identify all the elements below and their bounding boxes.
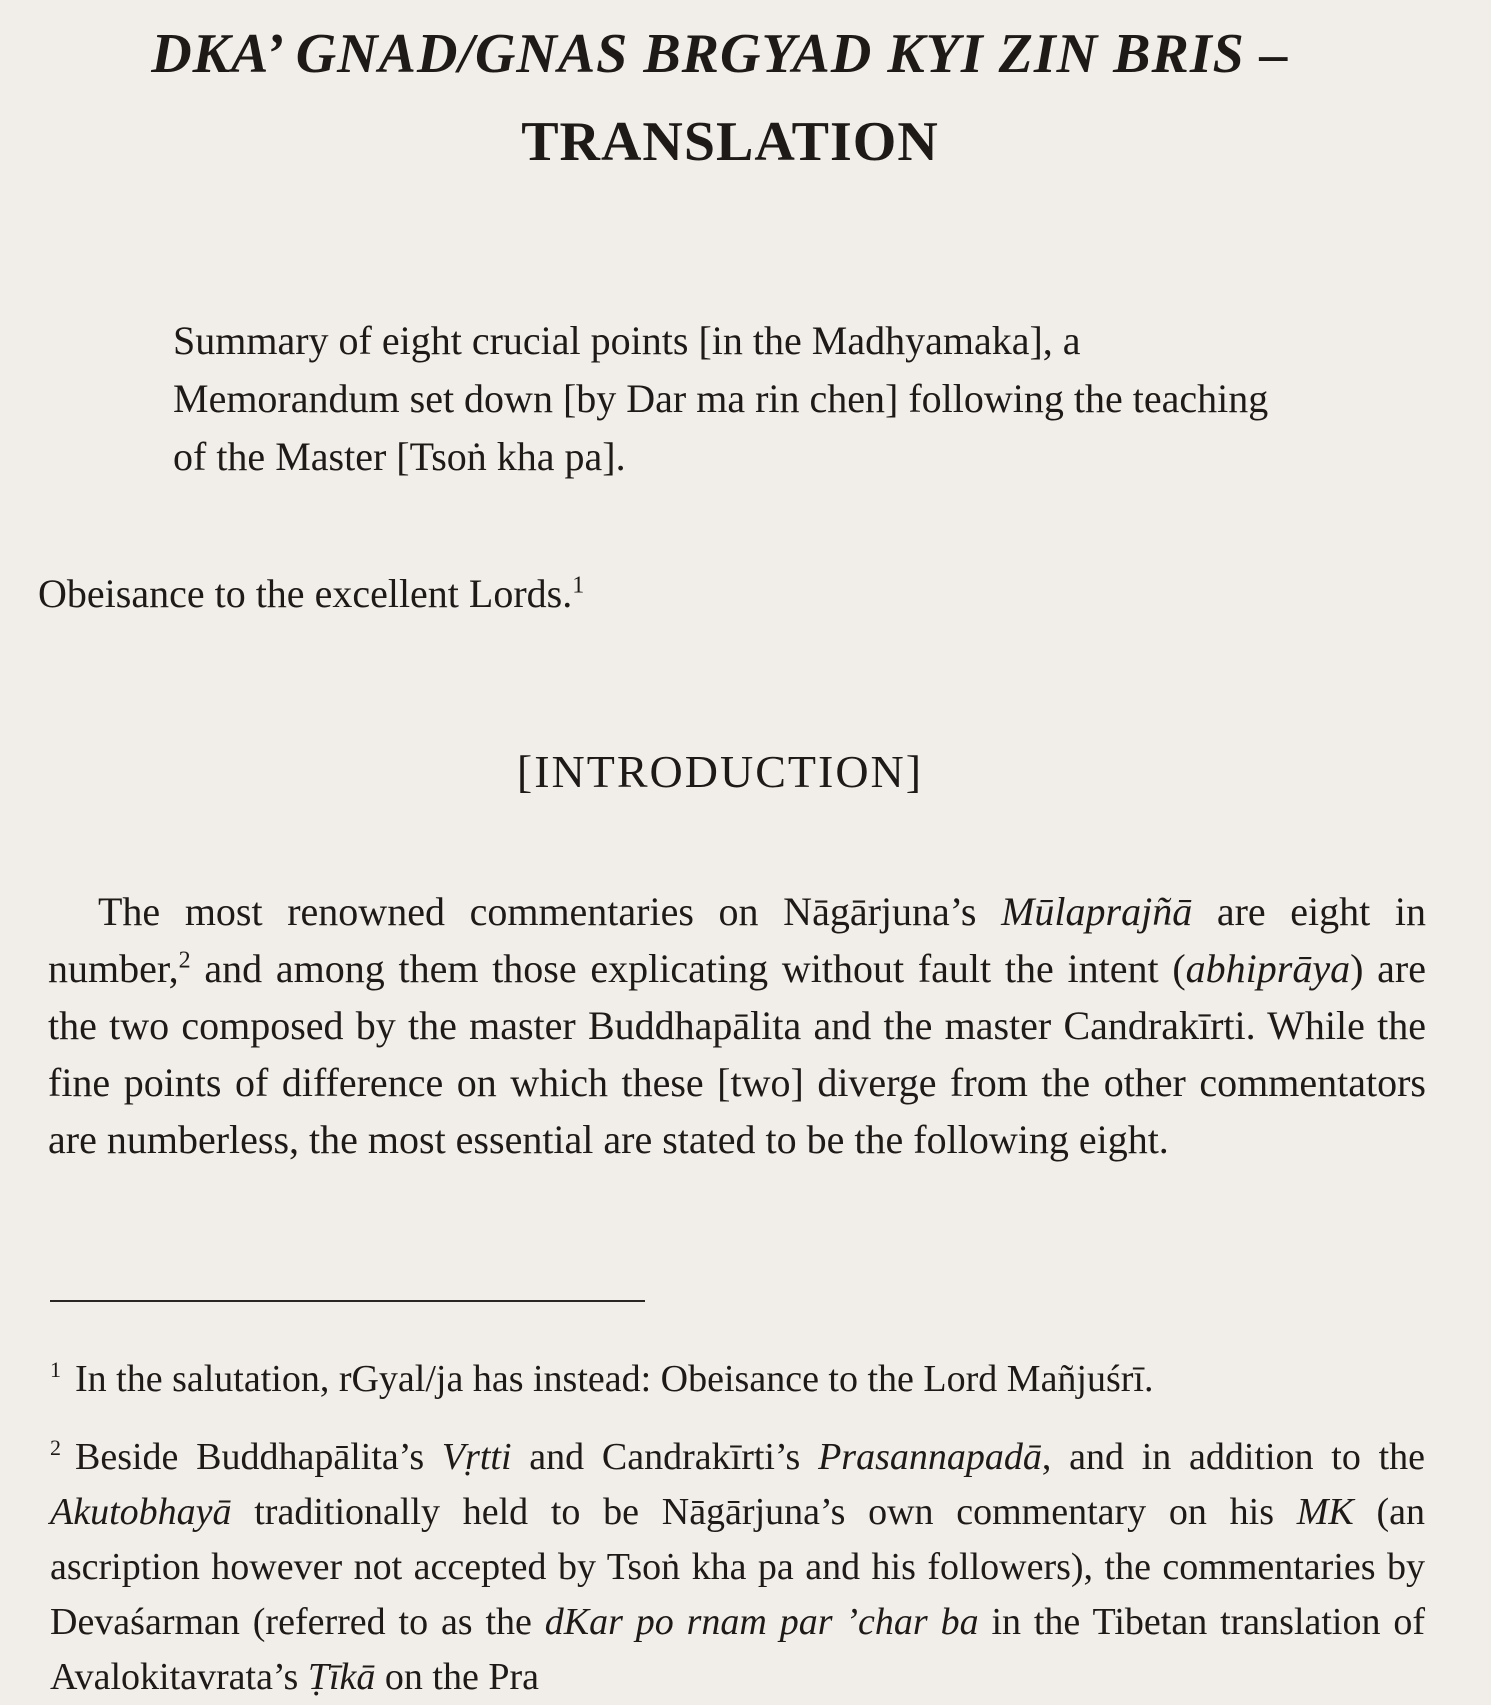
footnote-2 bbox=[50, 1430, 1425, 1705]
fn2-f: Akutobhayā bbox=[50, 1491, 232, 1533]
title-line-1: DKA’ GNAD/GNAS BRGYAD KYI ZIN BRIS – bbox=[151, 23, 1289, 85]
section-heading: [INTRODUCTION] bbox=[516, 746, 924, 797]
footnote-ref-2: 2 bbox=[178, 947, 191, 974]
fn2-a: Beside Buddhapālita’s bbox=[75, 1436, 442, 1478]
footnote-1-text: In the salutation, rGyal/ja has instead: Obeisance to the Lord Mañjuśrī. bbox=[75, 1358, 1154, 1400]
footnote-2-number: 2 bbox=[50, 1435, 61, 1461]
footnote-1-number: 1 bbox=[50, 1357, 61, 1383]
fn2-g: traditionally held to be Nāgārjuna’s own commentary on his bbox=[231, 1491, 1297, 1533]
footnote-ref-1: 1 bbox=[572, 572, 585, 599]
intro-italic-abhipraya: abhiprāya bbox=[1185, 946, 1351, 991]
title-line-2: TRANSLATION bbox=[521, 111, 939, 173]
obeisance-text: Obeisance to the excellent Lords. bbox=[38, 571, 573, 616]
footnote-divider bbox=[50, 1300, 645, 1302]
intro-paragraph bbox=[48, 883, 1426, 1168]
fn2-i: (an ascription however not accepted by Tsoṅ kha pa and his followers), the commentaries by Devaśarman (referred to as the bbox=[50, 1491, 1425, 1643]
intro-italic-mulaprajna: Mūlaprajñā bbox=[1001, 889, 1193, 934]
fn2-h: MK bbox=[1296, 1491, 1354, 1533]
fn2-j: dKar po rnam par ’char ba bbox=[544, 1601, 979, 1643]
fn2-c: and Candrakīrti’s bbox=[511, 1436, 819, 1478]
footnote-1 bbox=[50, 1352, 1425, 1407]
intro-text-4: ) are the two composed by the master Buddhapālita and the master Candrakīrti. While the fine points of difference on which these [two] diverge from the other commentators are numberless, the most essential are stated to be the following eight. bbox=[48, 946, 1426, 1162]
fn2-d: Prasannapadā bbox=[818, 1436, 1042, 1478]
intro-text-3: and among them those explicating without fault the intent ( bbox=[190, 946, 1186, 991]
obeisance-line bbox=[38, 570, 584, 617]
fn2-e: , and in addition to the bbox=[1041, 1436, 1425, 1478]
fn2-k: in the Tibetan translation of Avalokitavrata’s bbox=[50, 1601, 1426, 1698]
summary-paragraph: Summary of eight crucial points [in the Madhyamaka], a Memorandum set down [by Dar ma rin chen] following the teaching of the Master [Tsoṅ kha pa]. bbox=[173, 318, 1269, 479]
fn2-m: on the Pra bbox=[375, 1656, 539, 1698]
fn2-l: Ṭīkā bbox=[307, 1656, 376, 1698]
intro-text-1: The most renowned commentaries on Nāgārjuna’s bbox=[98, 889, 1002, 934]
intro-text-2: are eight in number, bbox=[48, 889, 1427, 991]
fn2-b: Vṛtti bbox=[441, 1436, 512, 1478]
